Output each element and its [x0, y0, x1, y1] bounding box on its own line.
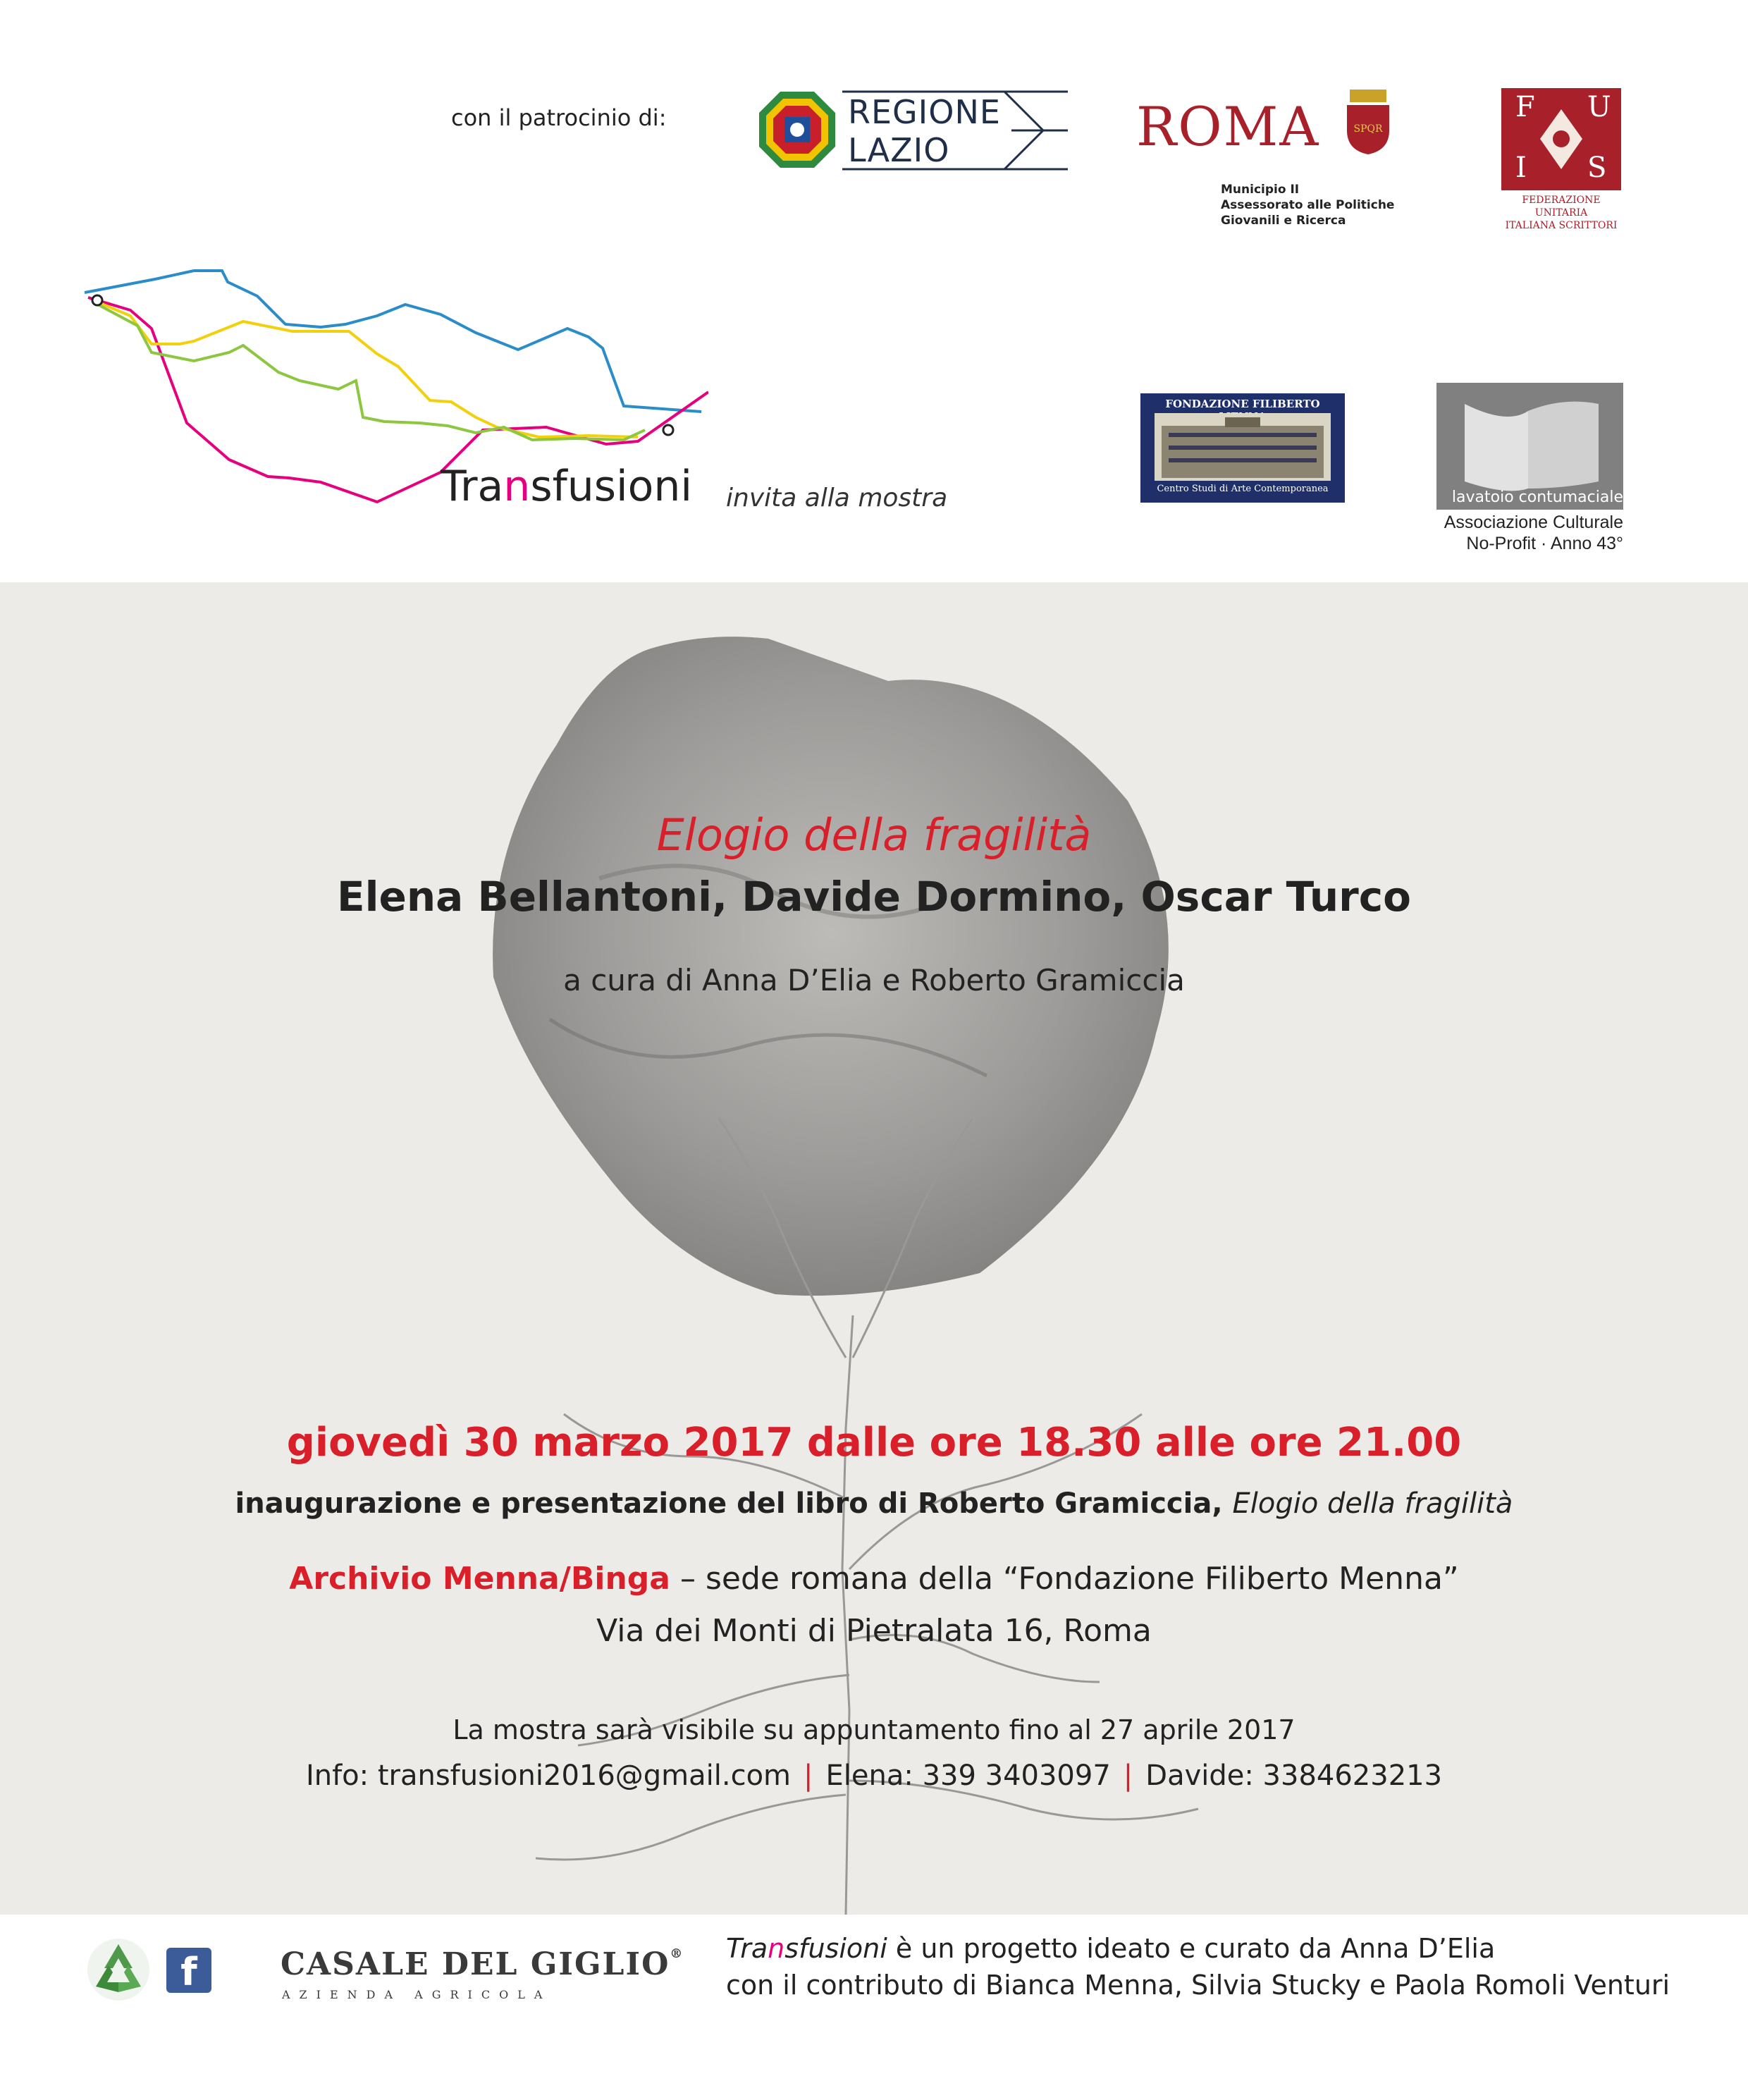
info-separator-2: | — [1123, 1760, 1133, 1792]
roma-logo-text: ROMA — [1136, 95, 1320, 158]
visibility-note: La mostra sarà visibile su appuntamento fino al 27 aprile 2017 — [453, 1714, 1295, 1745]
regione-lazio-line2: LAZIO — [848, 131, 950, 169]
regione-lazio-logo — [758, 90, 1068, 171]
menna-building-icon — [1155, 413, 1331, 481]
lavatoio-subtitle — [1367, 512, 1623, 554]
fuis-letter-i: I — [1515, 152, 1527, 184]
venue-name: Archivio Menna/Binga — [289, 1561, 670, 1597]
info-davide-phone[interactable]: Davide: 3384623213 — [1145, 1760, 1443, 1792]
credits-brand-post: sfusioni — [784, 1933, 887, 1964]
fuis-letter-f: F — [1515, 91, 1535, 123]
facebook-icon[interactable]: f — [166, 1948, 211, 1993]
fuis-logo — [1501, 88, 1621, 231]
brand-post: sfusioni — [530, 462, 693, 511]
menna-logo-title: FONDAZIONE FILIBERTO — [1165, 398, 1320, 410]
fuis-letter-u: U — [1587, 91, 1611, 123]
casale-subtitle: AZIENDA AGRICOLA — [282, 1988, 552, 2001]
casale-registered-mark: ® — [670, 1946, 684, 1961]
info-separator-1: | — [804, 1760, 813, 1792]
lavatoio-sub-line2: No-Profit · Anno 43° — [1466, 534, 1623, 553]
inauguration-text: inaugurazione e presentazione del libro di Roberto Gramiccia, — [235, 1487, 1223, 1520]
lavatoio-name: lavatoio contumaciale — [1451, 489, 1623, 506]
inauguration-line — [0, 1487, 1748, 1520]
artists-names: Elena Bellantoni, Davide Dormino, Oscar Turco — [337, 873, 1411, 921]
fuis-letter-s: S — [1587, 152, 1607, 184]
info-elena-phone[interactable]: Elena: 339 3403097 — [825, 1760, 1111, 1792]
roma-sub-line1: Municipio II — [1221, 183, 1300, 197]
contact-info — [0, 1760, 1748, 1792]
roma-sub-line3: Giovanili e Ricerca — [1221, 214, 1346, 228]
fuis-sub-line1: FEDERAZIONE UNITARIA — [1522, 195, 1601, 219]
roma-crest-icon — [1343, 88, 1393, 156]
credits-line2: con il contributo di Bianca Menna, Silvia Stucky e Paola Romoli Venturi — [726, 1970, 1670, 2001]
venue-address: Via dei Monti di Pietralata 16, Roma — [596, 1613, 1152, 1649]
credits-line1 — [726, 1930, 1670, 1967]
lavatoio-sub-line1: Associazione Culturale — [1444, 512, 1623, 532]
fondazione-menna-logo — [1140, 393, 1345, 503]
patronage-label: con il patrocinio di: — [451, 104, 667, 131]
regione-lazio-emblem-icon — [758, 90, 837, 169]
roma-crest-text: SPQR — [1353, 123, 1383, 135]
main-panel — [0, 582, 1748, 1915]
casale-del-giglio-logo — [281, 1946, 684, 1982]
venue-description: – sede romana della “Fondazione Filiberto Menna” — [679, 1561, 1459, 1597]
inauguration-book-title: Elogio della fragilità — [1232, 1487, 1513, 1520]
fuis-emblem — [1501, 88, 1621, 190]
brand-accent: n — [503, 462, 531, 511]
fuis-diamond-icon — [1540, 109, 1582, 169]
curators-line: a cura di Anna D’Elia e Roberto Gramiccia — [563, 963, 1185, 997]
credits-brand — [726, 1933, 887, 1964]
fuis-sub-line2: ITALIANA SCRITTORI — [1505, 220, 1618, 231]
casale-name: CASALE DEL GIGLIO — [281, 1946, 670, 1982]
transfusioni-brand-title — [441, 462, 692, 511]
regione-lazio-line1: REGIONE — [848, 93, 1001, 131]
credits-line1-text: è un progetto ideato e curato da Anna D’Elia — [895, 1933, 1496, 1964]
event-date: giovedì 30 marzo 2017 dalle ore 18.30 alle ore 21.00 — [286, 1420, 1462, 1466]
roma-sub-line2: Assessorato alle Politiche — [1221, 198, 1395, 212]
brand-pre: Tra — [441, 462, 504, 511]
project-credits — [726, 1930, 1670, 2003]
menna-building-image — [1155, 413, 1331, 481]
menna-logo-subtitle: Centro Studi di Arte Contemporanea — [1157, 484, 1329, 494]
credits-brand-accent: n — [768, 1933, 785, 1964]
exhibition-title: Elogio della fragilità — [656, 809, 1092, 861]
invitation-text: invita alla mostra — [726, 484, 948, 512]
credits-brand-pre: Tra — [726, 1933, 768, 1964]
roma-subtitle — [1221, 182, 1394, 228]
info-email[interactable]: Info: transfusioni2016@gmail.com — [305, 1760, 792, 1792]
recycle-icon — [86, 1937, 151, 2002]
venue-line — [0, 1561, 1748, 1597]
